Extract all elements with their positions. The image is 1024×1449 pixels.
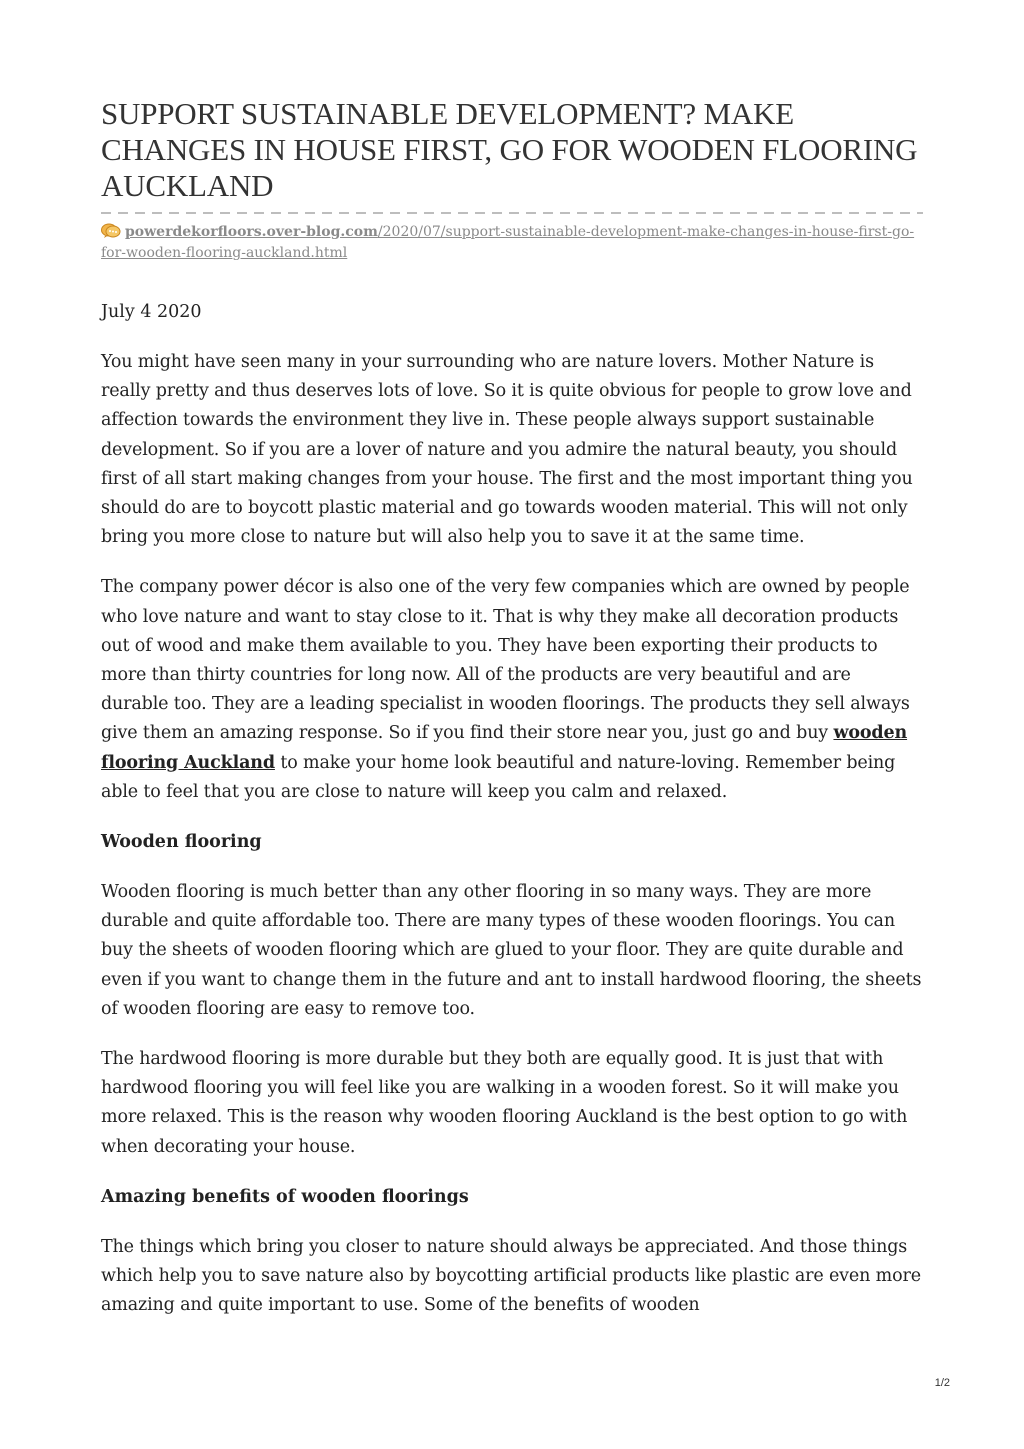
post-date: July 4 2020	[101, 302, 202, 322]
section-heading: Wooden flooring	[101, 832, 262, 853]
paragraph: The hardwood flooring is more durable but they both are equally good. It is just that with hardwood flooring you will feel like you are walking in a wooden forest. So it will make you more relaxed. This is the reason why wooden flooring Auckland is the best option to go with when decorating your house.	[101, 1049, 908, 1157]
source-path-link[interactable]: /2020/07/support-sustainable-development-make-changes-in-house-first-go-for-wooden-flooring-auckland.html	[101, 224, 915, 261]
dashed-divider	[101, 212, 923, 214]
article-title: SUPPORT SUSTAINABLE DEVELOPMENT? MAKE CHANGES IN HOUSE FIRST, GO FOR WOODEN FLOORING AUCKLAND	[101, 96, 918, 203]
paragraph: The things which bring you closer to nature should always be appreciated. And those things which help you to save nature also by boycotting artificial products like plastic are even more amazing and quite important to use. Some of the benefits of wooden	[101, 1236, 921, 1316]
overblog-logo-icon	[101, 223, 121, 238]
source-link-line	[101, 222, 923, 264]
source-domain-link[interactable]: powerdekorfloors.over-blog.com	[125, 224, 378, 240]
paragraph	[101, 573, 923, 807]
wooden-flooring-auckland-link[interactable]: wooden flooring Auckland	[101, 723, 908, 773]
paragraph-text: The company power décor is also one of the very few companies which are owned by people who love nature and want to stay close to it. That is why they make all decoration products out of wood and make them available to you. They have been exporting their products to more than thirty countries for long now. All of the products are very beautiful and are durable too. They are a leading specialist in wooden floorings. The products they sell always give them an amazing response. So if you find their store near you, just go and buy	[101, 577, 910, 744]
paragraph-text: to make your home look beautiful and nature-loving. Remember being able to feel that you are close to nature will keep you calm and relaxed.	[101, 752, 896, 802]
paragraph: You might have seen many in your surrounding who are nature lovers. Mother Nature is really pretty and thus deserves lots of love. So it is quite obvious for people to grow love and affection towards the environment they live in. These people always support sustainable development. So if you are a lover of nature and you admire the natural beauty, you should first of all start making changes from your house. The first and the most important thing you should do are to boycott plastic material and go towards wooden material. This will not only bring you more close to nature but will also help you to save it at the same time.	[101, 352, 913, 548]
paragraph: Wooden flooring is much better than any other flooring in so many ways. They are more durable and quite affordable too. There are many types of these wooden floorings. You can buy the sheets of wooden flooring which are glued to your floor. They are quite durable and even if you want to change them in the future and ant to install hardwood flooring, the sheets of wooden flooring are easy to remove too.	[101, 882, 922, 1019]
article	[101, 96, 923, 1320]
page-number: 1/2	[934, 1377, 950, 1389]
section-heading: Amazing benefits of wooden floorings	[101, 1186, 469, 1207]
